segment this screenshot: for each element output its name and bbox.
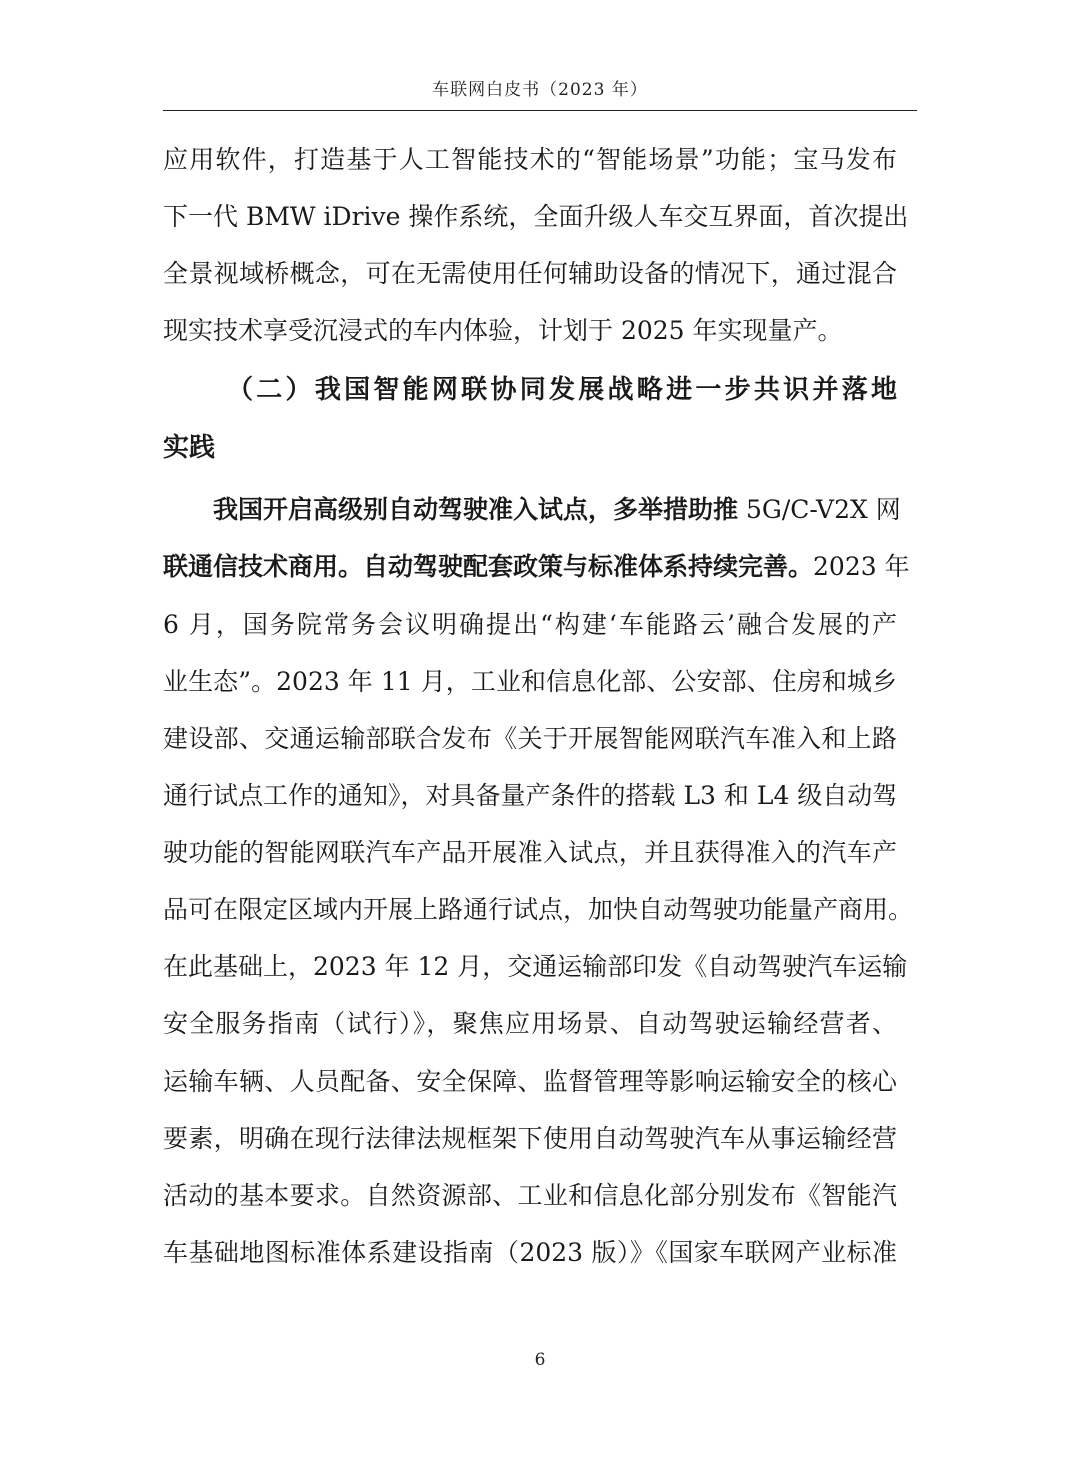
body-text-line: 现实技术享受沉浸式的车内体验，计划于 2025 年实现量产。 <box>163 316 843 345</box>
body-text-line: 安全服务指南（试行）》，聚焦应用场景、自动驾驶运输经营者、 <box>163 1009 897 1038</box>
body-text-line: 品可在限定区域内开展上路通行试点，加快自动驾驶功能量产商用。 <box>163 895 914 924</box>
body-text-line <box>163 547 910 587</box>
running-header: 车联网白皮书（2023 年） <box>432 80 648 100</box>
body-text-line: 6 月，国务院常务会议明确提出“构建‘车能路云’融合发展的产 <box>163 610 897 639</box>
body-text-line: 车基础地图标准体系建设指南（2023 版）》《国家车联网产业标准 <box>163 1238 897 1267</box>
section-heading: （二）我国智能网联协同发展战略进一步共识并落地 <box>227 375 897 405</box>
body-text-fragment: 5G/C-V2X 网 <box>738 495 901 524</box>
lead-sentence: 联通信技术商用。自动驾驶配套政策与标准体系持续完善。 <box>163 552 814 581</box>
body-text-line: 要素，明确在现行法律法规框架下使用自动驾驶汽车从事运输经营 <box>163 1124 897 1153</box>
section-heading-continuation: 实践 <box>163 433 216 463</box>
body-text-line: 应用软件，打造基于人工智能技术的“智能场景”功能；宝马发布 <box>163 145 897 174</box>
body-text-line: 驶功能的智能网联汽车产品开展准入试点，并且获得准入的汽车产 <box>163 838 897 867</box>
page-number: 6 <box>534 1350 546 1370</box>
body-text-line: 下一代 BMW iDrive 操作系统，全面升级人车交互界面，首次提出 <box>163 202 909 231</box>
body-text-fragment: 2023 年 <box>813 552 910 581</box>
body-text-line: 活动的基本要求。自然资源部、工业和信息化部分别发布《智能汽 <box>163 1181 897 1210</box>
body-text-line: 业生态”。2023 年 11 月，工业和信息化部、公安部、住房和城乡 <box>163 667 897 696</box>
body-text-line: 在此基础上，2023 年 12 月，交通运输部印发《自动驾驶汽车运输 <box>163 952 908 981</box>
lead-sentence: 我国开启高级别自动驾驶准入试点，多举措助推 <box>213 495 739 524</box>
body-text-line: 运输车辆、人员配备、安全保障、监督管理等影响运输安全的核心 <box>163 1067 897 1096</box>
body-text-line: 通行试点工作的通知》，对具备量产条件的搭载 L3 和 L4 级自动驾 <box>163 781 898 810</box>
body-text-line: 建设部、交通运输部联合发布《关于开展智能网联汽车准入和上路 <box>163 724 897 753</box>
header-rule <box>163 110 917 111</box>
body-text-line <box>213 490 901 530</box>
body-text-line: 全景视域桥概念，可在无需使用任何辅助设备的情况下，通过混合 <box>163 259 897 288</box>
